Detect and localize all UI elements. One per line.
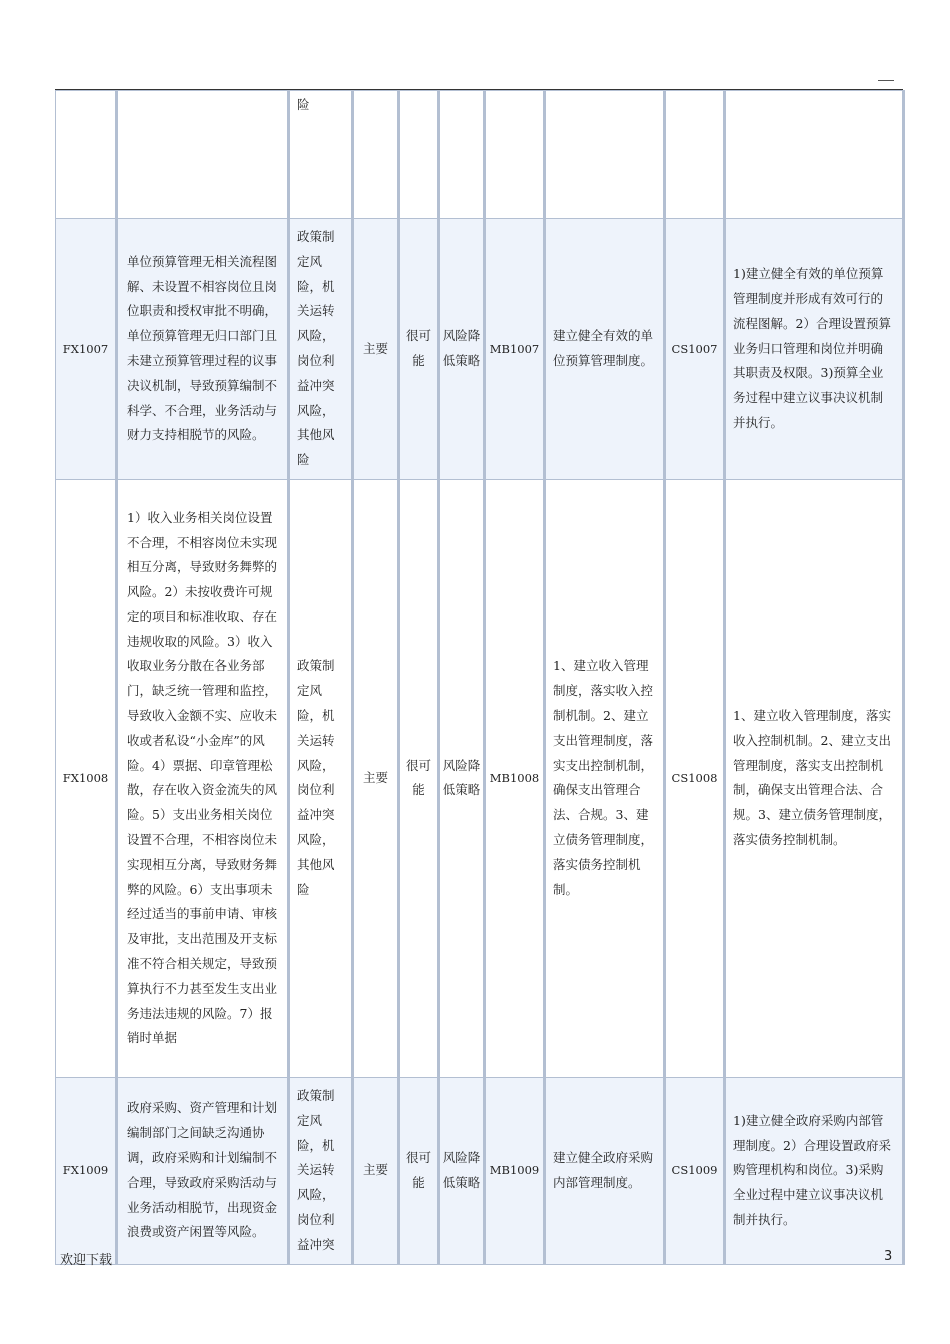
measure-cell: 1)建立健全有效的单位预算管理制度并形成有效可行的流程图解。2）合理设置预算业务归口管理和岗位并明确其职责及权限。3)预算全业务过程中建立议事决议机制并执行。 <box>725 219 904 480</box>
goal-id-cell: MB1008 <box>485 479 545 1077</box>
risk-level-cell: 主要 <box>353 219 399 480</box>
goal-id-cell <box>485 91 545 219</box>
risk-level-cell: 主要 <box>353 479 399 1077</box>
risk-control-table <box>55 90 905 1265</box>
measure-id-cell: CS1008 <box>665 479 725 1077</box>
risk-likelihood-cell: 很可能 <box>399 1077 439 1264</box>
measure-cell <box>725 91 904 219</box>
table-row <box>56 91 904 219</box>
footer-download-text: 欢迎下载 <box>60 1253 113 1268</box>
table-row <box>56 479 904 1077</box>
header-dash-mark <box>878 80 894 81</box>
risk-id-cell: FX1007 <box>56 219 117 480</box>
risk-strategy-cell: 风险降低策略 <box>439 219 485 480</box>
measure-id-cell: CS1007 <box>665 219 725 480</box>
measure-cell: 1、建立收入管理制度，落实收入控制机制。2、建立支出管理制度，落实支出控制机制，确保支出管理合法、合规。3、建立债务管理制度，落实债务控制机制。 <box>725 479 904 1077</box>
risk-description-cell: 政府采购、资产管理和计划编制部门之间缺乏沟通协调，政府采购和计划编制不合理，导致政府采购活动与业务活动相脱节，出现资金浪费或资产闲置等风险。 <box>117 1077 289 1264</box>
risk-description-cell <box>117 91 289 219</box>
risk-id-cell <box>56 91 117 219</box>
measure-id-cell <box>665 91 725 219</box>
goal-cell: 建立健全有效的单位预算管理制度。 <box>545 219 665 480</box>
risk-description-cell: 1）收入业务相关岗位设置不合理，不相容岗位未实现相互分离，导致财务舞弊的风险。2）未按收费许可规定的项目和标准收取、存在违规收取的风险。3）收入收取业务分散在各业务部门，缺乏统一管理和监控，导致收入金额不实、应收未收或者私设“小金库”的风险。4）票据、印章管理松散，存在收入资金流失的风险。5）支出业务相关岗位设置不合理，不相容岗位未实现相互分离，导致财务舞弊的风险。6）支出事项未经过适当的事前申请、审核及审批，支出范围及开支标准不符合相关规定，导致预算执行不力甚至发生支出业务违法违规的风险。7）报销时单据 <box>117 479 289 1077</box>
goal-cell <box>545 91 665 219</box>
risk-level-cell: 主要 <box>353 1077 399 1264</box>
table-row <box>56 219 904 480</box>
risk-type-cell: 政策制定风险，机关运转风险，岗位利益冲突风险，其他风险 <box>289 479 353 1077</box>
risk-strategy-cell: 风险降低策略 <box>439 479 485 1077</box>
goal-cell: 1、建立收入管理制度，落实收入控制机制。2、建立支出管理制度，落实支出控制机制，确保支出管理合法、合规。3、建立债务管理制度，落实债务控制机制。 <box>545 479 665 1077</box>
table-row <box>56 1077 904 1264</box>
risk-description-cell: 单位预算管理无相关流程图解、未设置不相容岗位且岗位职责和授权审批不明确，单位预算管理无归口部门且未建立预算管理过程的议事决议机制，导致预算编制不科学、不合理，业务活动与财力支持相脱节的风险。 <box>117 219 289 480</box>
risk-level-cell <box>353 91 399 219</box>
risk-type-cell: 政策制定风险，机关运转风险，岗位利益冲突 <box>289 1077 353 1264</box>
risk-id-cell: FX1009 <box>56 1077 117 1264</box>
goal-id-cell: MB1007 <box>485 219 545 480</box>
risk-likelihood-cell <box>399 91 439 219</box>
measure-id-cell: CS1009 <box>665 1077 725 1264</box>
risk-likelihood-cell: 很可能 <box>399 219 439 480</box>
risk-type-cell: 政策制定风险，机关运转风险，岗位利益冲突风险，其他风险 <box>289 219 353 480</box>
risk-strategy-cell: 风险降低策略 <box>439 1077 485 1264</box>
risk-id-cell: FX1008 <box>56 479 117 1077</box>
measure-cell: 1)建立健全政府采购内部管理制度。2）合理设置政府采购管理机构和岗位。3)采购全业过程中建立议事决议机制并执行。 <box>725 1077 904 1264</box>
risk-type-cell: 险 <box>289 91 353 219</box>
risk-strategy-cell <box>439 91 485 219</box>
page-number: 3 <box>884 1249 893 1264</box>
goal-cell: 建立健全政府采购内部管理制度。 <box>545 1077 665 1264</box>
goal-id-cell: MB1009 <box>485 1077 545 1264</box>
risk-likelihood-cell: 很可能 <box>399 479 439 1077</box>
